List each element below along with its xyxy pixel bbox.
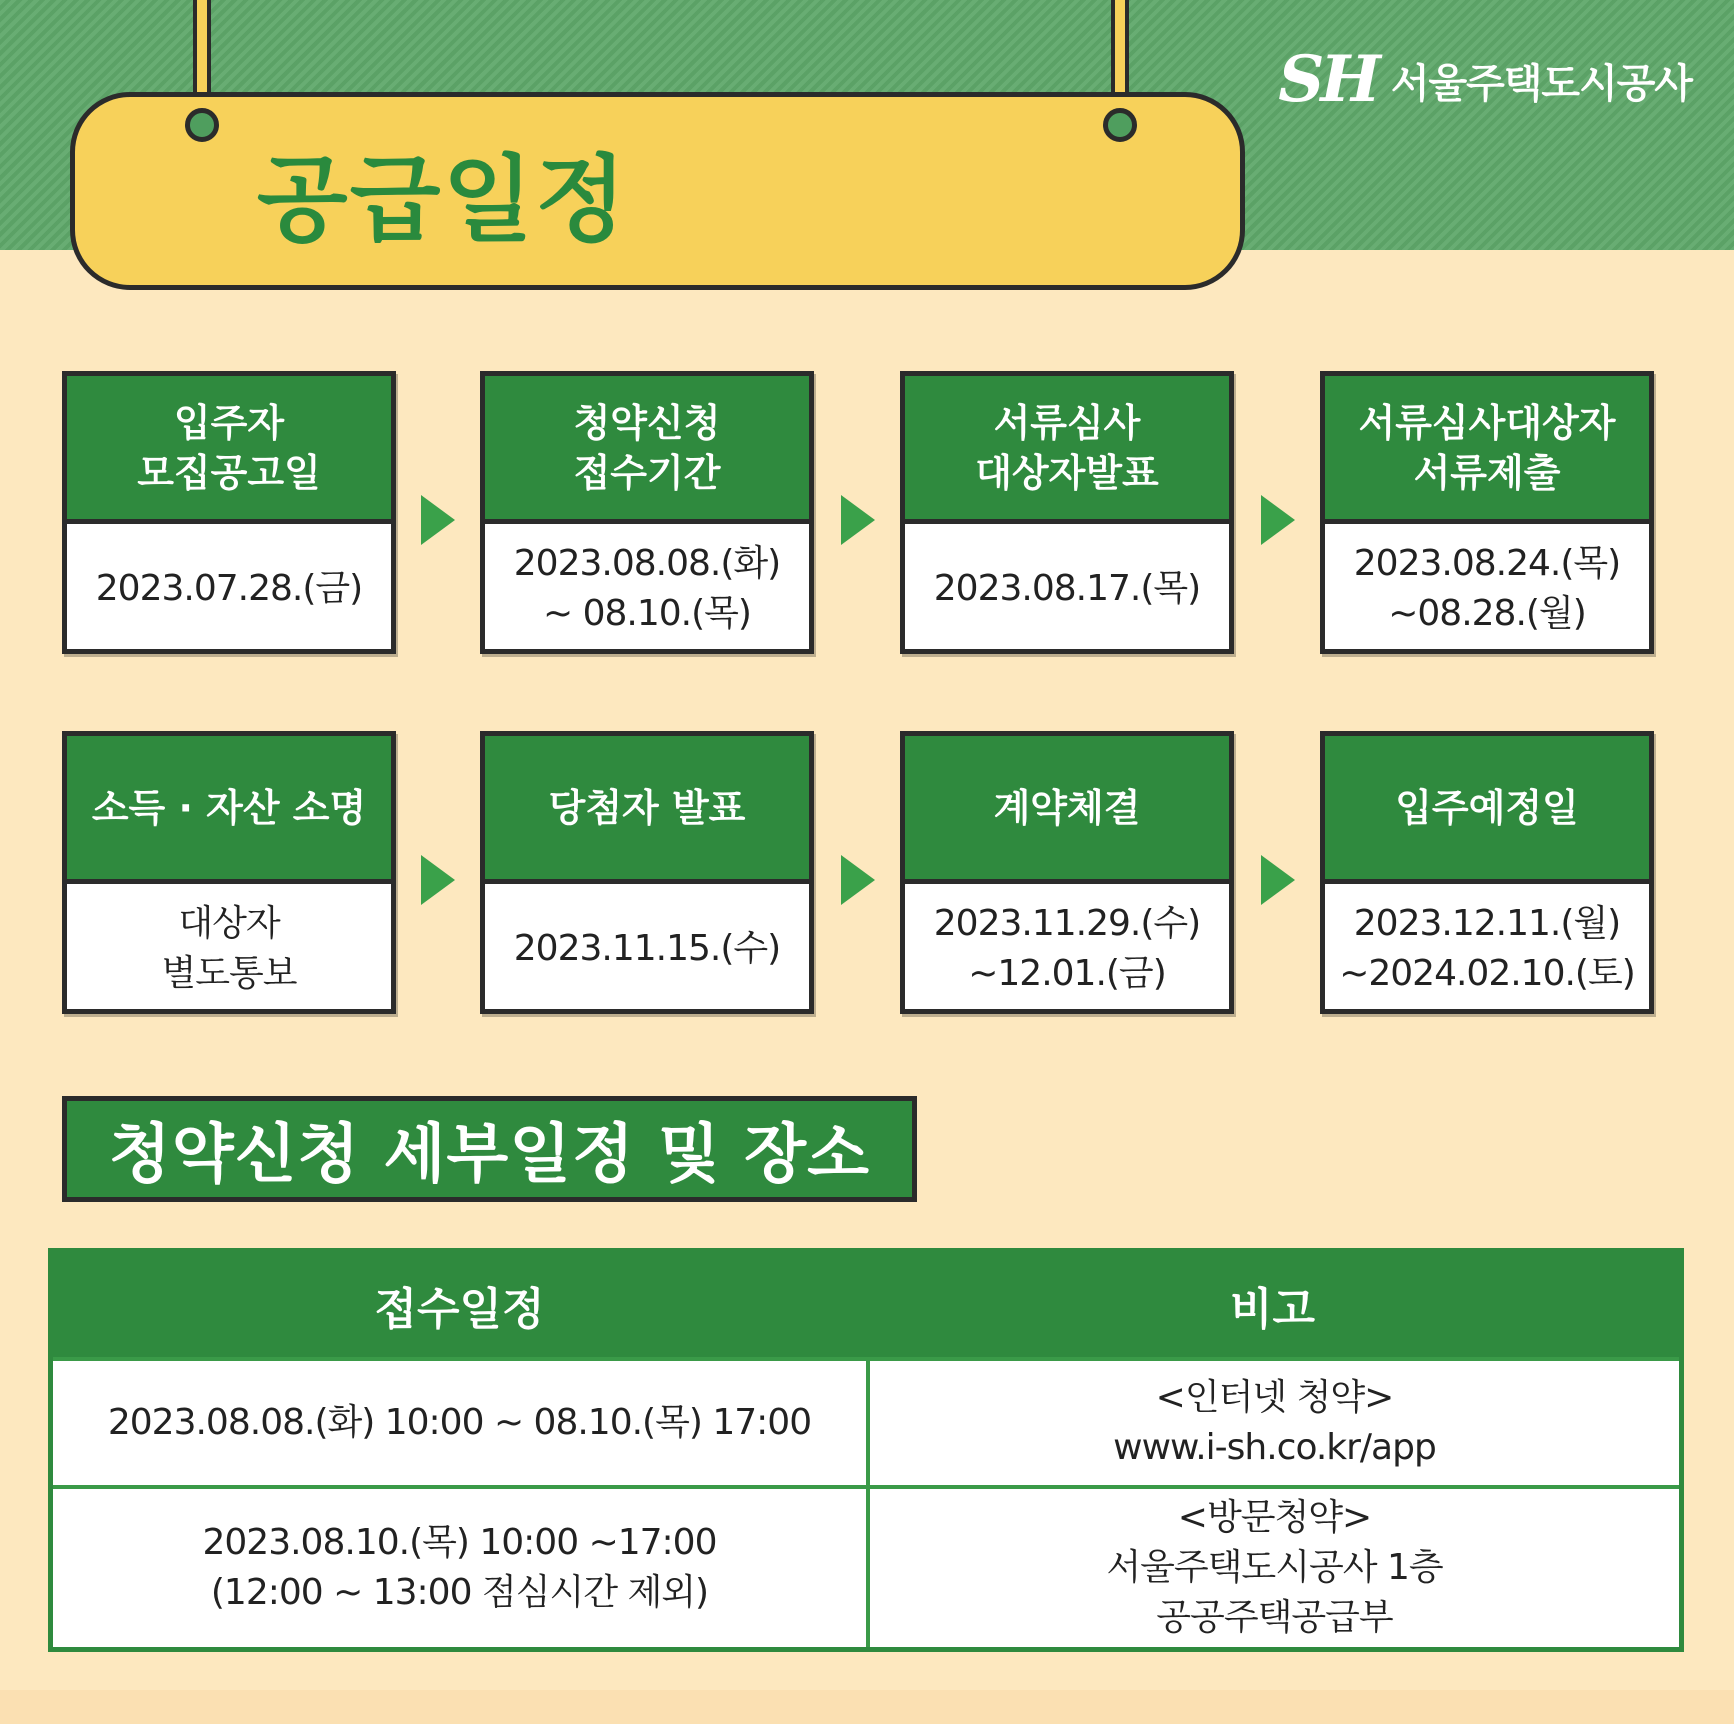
step-date: 2023.08.24.(목) ~08.28.(월) xyxy=(1353,543,1621,634)
sh-logo-text: 서울주택도시공사 xyxy=(1390,60,1692,107)
table-row xyxy=(53,1357,1679,1485)
table-row xyxy=(53,1485,1679,1647)
arrow-right-icon xyxy=(1261,855,1295,905)
sign-hook-right xyxy=(1103,108,1137,142)
step-title: 당첨자 발표 xyxy=(485,736,809,884)
step-date: 대상자 별도통보 xyxy=(161,903,297,994)
step-title: 서류심사대상자 서류제출 xyxy=(1325,376,1649,524)
sign-hook-left xyxy=(185,108,219,142)
step-date: 2023.12.11.(월) ~2024.02.10.(토) xyxy=(1339,903,1635,994)
bottom-band xyxy=(0,1690,1734,1724)
step-date: 2023.08.08.(화) ~ 08.10.(목) xyxy=(513,543,781,634)
schedule-step-announcement xyxy=(62,371,396,654)
arrow-right-icon xyxy=(421,855,455,905)
table-header-cell: 접수일정 xyxy=(374,1284,545,1335)
hanging-sign xyxy=(70,92,1245,290)
step-date: 2023.11.15.(수) xyxy=(513,928,781,969)
step-title: 서류심사 대상자발표 xyxy=(905,376,1229,524)
application-schedule-table xyxy=(48,1248,1684,1652)
section-title: 청약신청 세부일정 및 장소 xyxy=(62,1096,917,1202)
sh-logo xyxy=(1278,40,1692,120)
schedule-step-winner-announcement xyxy=(480,731,814,1014)
table-header xyxy=(53,1253,1679,1357)
schedule-step-move-in xyxy=(1320,731,1654,1014)
step-date: 2023.08.17.(목) xyxy=(933,568,1201,609)
step-date: 2023.07.28.(금) xyxy=(95,568,363,609)
sh-logo-mark: SH xyxy=(1278,42,1377,117)
schedule-step-document-submission xyxy=(1320,371,1654,654)
page-title: 공급일정 xyxy=(256,145,629,255)
schedule-step-document-review-notice xyxy=(900,371,1234,654)
step-title: 입주예정일 xyxy=(1325,736,1649,884)
step-date: 2023.11.29.(수) ~12.01.(금) xyxy=(933,903,1201,994)
arrow-right-icon xyxy=(1261,495,1295,545)
table-header-cell: 비고 xyxy=(1229,1284,1315,1335)
schedule-step-contract xyxy=(900,731,1234,1014)
step-title: 소득 · 자산 소명 xyxy=(67,736,391,884)
schedule-step-application xyxy=(480,371,814,654)
arrow-right-icon xyxy=(841,855,875,905)
table-cell: <방문청약> 서울주택도시공사 1층 공공주택공급부 xyxy=(1106,1497,1443,1638)
arrow-right-icon xyxy=(421,495,455,545)
step-title: 입주자 모집공고일 xyxy=(67,376,391,524)
table-cell: 2023.08.08.(화) 10:00 ~ 08.10.(목) 17:00 xyxy=(53,1361,870,1485)
schedule-step-income-asset-explanation xyxy=(62,731,396,1014)
step-title: 청약신청 접수기간 xyxy=(485,376,809,524)
arrow-right-icon xyxy=(841,495,875,545)
table-cell: <인터넷 청약> www.i-sh.co.kr/app xyxy=(1113,1377,1436,1468)
step-title: 계약체결 xyxy=(905,736,1229,884)
table-cell: 2023.08.10.(목) 10:00 ~17:00 (12:00 ~ 13:00 점심시간 제외) xyxy=(53,1489,870,1647)
